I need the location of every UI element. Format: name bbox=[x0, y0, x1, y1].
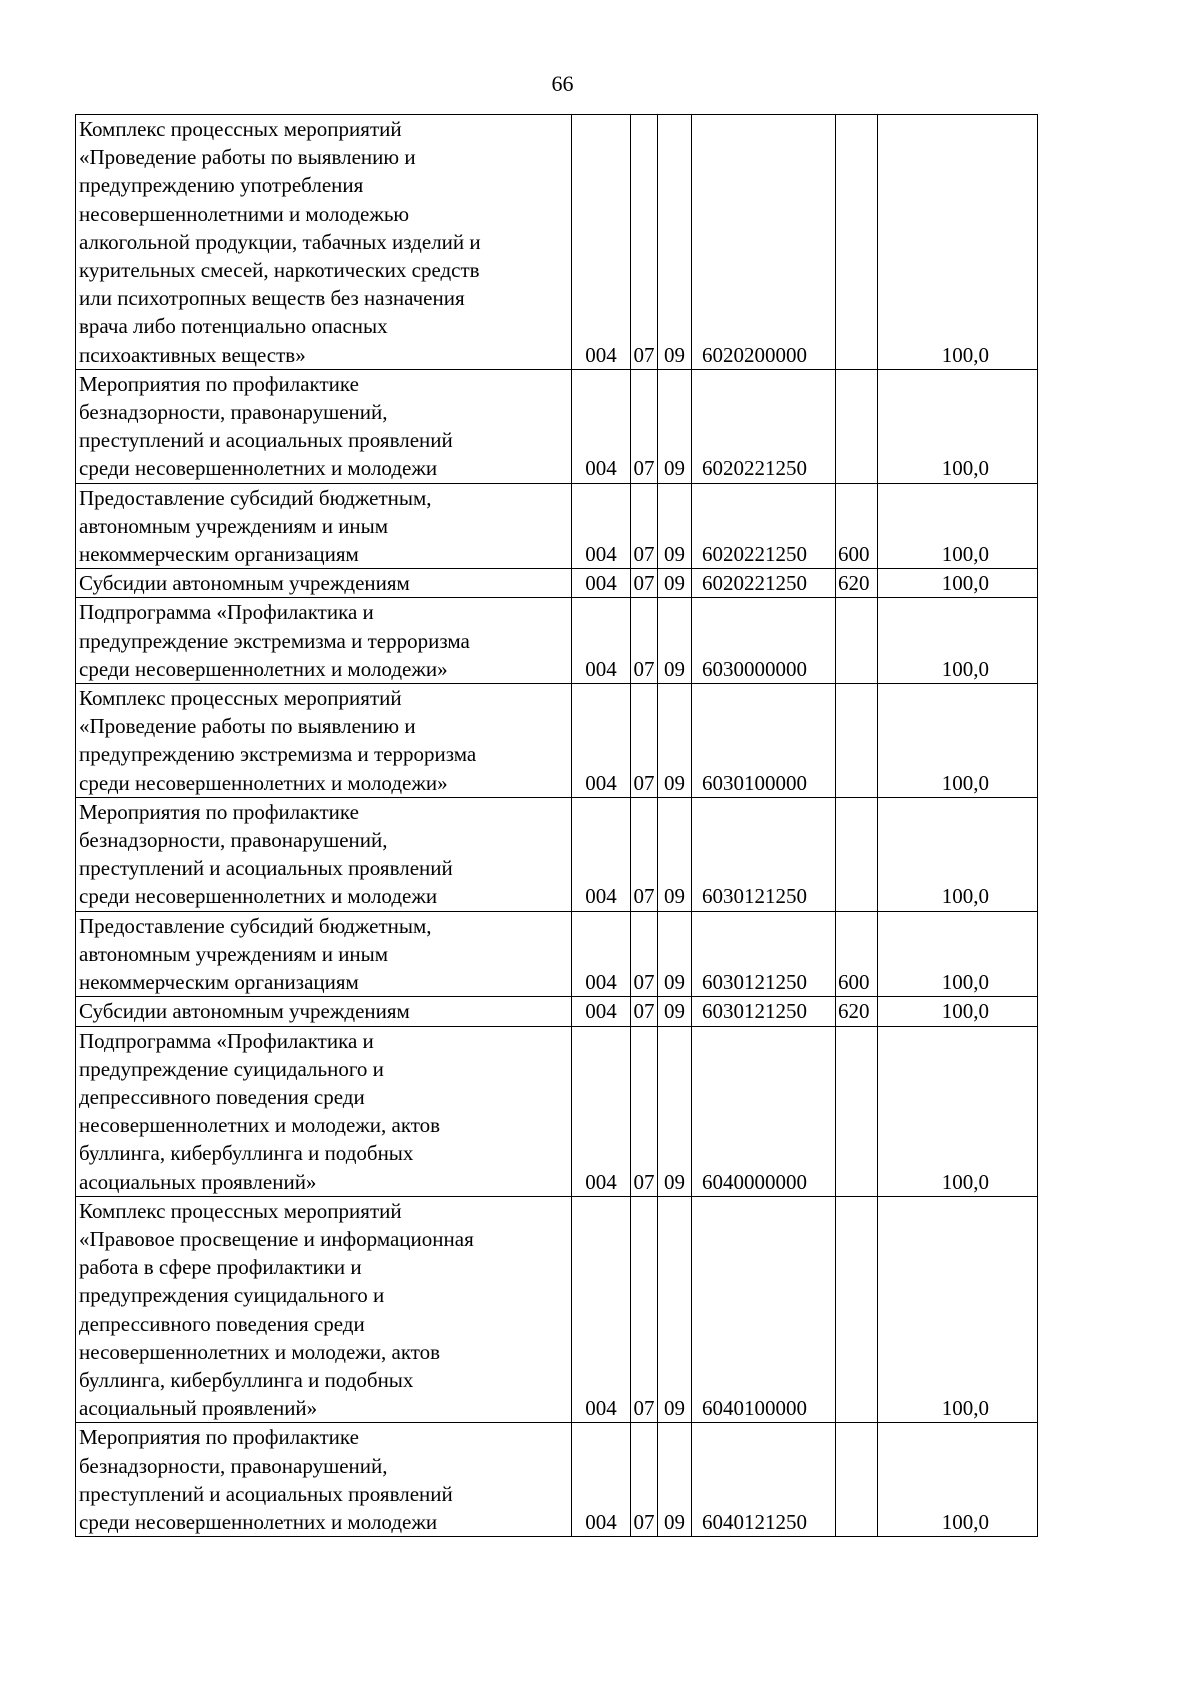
amount: 100,0 bbox=[878, 997, 1038, 1026]
row-name: Предоставление субсидий бюджетным, автономным учреждениям и иным некоммерческим организациям bbox=[76, 483, 572, 569]
row-name: Мероприятия по профилактике безнадзорности, правонарушений, преступлений и асоциальных проявлений среди несовершеннолетних и молодежи bbox=[76, 369, 572, 483]
expense-type-code bbox=[836, 1196, 878, 1423]
expense-type-code: 600 bbox=[836, 911, 878, 997]
target-item-code: 6020200000 bbox=[692, 115, 836, 370]
section-code: 07 bbox=[631, 1196, 658, 1423]
expense-type-code bbox=[836, 598, 878, 684]
subsection-code: 09 bbox=[658, 1196, 692, 1423]
expense-type-code bbox=[836, 684, 878, 798]
subsection-code: 09 bbox=[658, 483, 692, 569]
section-code: 07 bbox=[631, 598, 658, 684]
expense-type-code bbox=[836, 797, 878, 911]
amount: 100,0 bbox=[878, 1423, 1038, 1537]
row-name: Подпрограмма «Профилактика и предупреждение экстремизма и терроризма среди несовершеннолетних и молодежи» bbox=[76, 598, 572, 684]
target-item-code: 6030000000 bbox=[692, 598, 836, 684]
subsection-code: 09 bbox=[658, 911, 692, 997]
department-code: 004 bbox=[572, 797, 631, 911]
subsection-code: 09 bbox=[658, 997, 692, 1026]
table-row bbox=[76, 598, 1038, 684]
amount: 100,0 bbox=[878, 1026, 1038, 1196]
amount: 100,0 bbox=[878, 1196, 1038, 1423]
row-name: Подпрограмма «Профилактика и предупреждение суицидального и депрессивного поведения среди несовершеннолетних и молодежи, актов буллинга, кибербуллинга и подобных асоциальных проявлений» bbox=[76, 1026, 572, 1196]
section-code: 07 bbox=[631, 797, 658, 911]
department-code: 004 bbox=[572, 569, 631, 598]
department-code: 004 bbox=[572, 598, 631, 684]
page-number: 66 bbox=[551, 71, 574, 96]
department-code: 004 bbox=[572, 1423, 631, 1537]
subsection-code: 09 bbox=[658, 598, 692, 684]
section-code: 07 bbox=[631, 684, 658, 798]
target-item-code: 6030100000 bbox=[692, 684, 836, 798]
table-row bbox=[76, 684, 1038, 798]
subsection-code: 09 bbox=[658, 569, 692, 598]
table-row bbox=[76, 1423, 1038, 1537]
amount: 100,0 bbox=[878, 483, 1038, 569]
table-body bbox=[76, 115, 1038, 1537]
subsection-code: 09 bbox=[658, 115, 692, 370]
target-item-code: 6040100000 bbox=[692, 1196, 836, 1423]
section-code: 07 bbox=[631, 569, 658, 598]
expense-type-code bbox=[836, 369, 878, 483]
amount: 100,0 bbox=[878, 369, 1038, 483]
expense-type-code: 620 bbox=[836, 569, 878, 598]
section-code: 07 bbox=[631, 483, 658, 569]
section-code: 07 bbox=[631, 911, 658, 997]
amount: 100,0 bbox=[878, 797, 1038, 911]
amount: 100,0 bbox=[878, 598, 1038, 684]
amount: 100,0 bbox=[878, 684, 1038, 798]
row-name: Мероприятия по профилактике безнадзорности, правонарушений, преступлений и асоциальных проявлений среди несовершеннолетних и молодежи bbox=[76, 797, 572, 911]
subsection-code: 09 bbox=[658, 1026, 692, 1196]
section-code: 07 bbox=[631, 1423, 658, 1537]
amount: 100,0 bbox=[878, 115, 1038, 370]
section-code: 07 bbox=[631, 1026, 658, 1196]
subsection-code: 09 bbox=[658, 369, 692, 483]
row-name: Предоставление субсидий бюджетным, автономным учреждениям и иным некоммерческим организациям bbox=[76, 911, 572, 997]
department-code: 004 bbox=[572, 997, 631, 1026]
table-row bbox=[76, 115, 1038, 370]
table-row bbox=[76, 569, 1038, 598]
row-name: Субсидии автономным учреждениям bbox=[76, 997, 572, 1026]
table-row bbox=[76, 1026, 1038, 1196]
expense-type-code bbox=[836, 115, 878, 370]
department-code: 004 bbox=[572, 911, 631, 997]
target-item-code: 6030121250 bbox=[692, 911, 836, 997]
expense-type-code: 600 bbox=[836, 483, 878, 569]
target-item-code: 6040000000 bbox=[692, 1026, 836, 1196]
row-name: Комплекс процессных мероприятий «Проведение работы по выявлению и предупреждению употребления несовершеннолетними и молодежью алкогольной продукции, табачных изделий и курительных смесей, наркотических средств или психотропных веществ без назначения врача либо потенциально опасных психоактивных веществ» bbox=[76, 115, 572, 370]
department-code: 004 bbox=[572, 369, 631, 483]
row-name: Мероприятия по профилактике безнадзорности, правонарушений, преступлений и асоциальных проявлений среди несовершеннолетних и молодежи bbox=[76, 1423, 572, 1537]
subsection-code: 09 bbox=[658, 684, 692, 798]
amount: 100,0 bbox=[878, 569, 1038, 598]
target-item-code: 6020221250 bbox=[692, 369, 836, 483]
table-row bbox=[76, 369, 1038, 483]
target-item-code: 6030121250 bbox=[692, 997, 836, 1026]
table-row bbox=[76, 797, 1038, 911]
amount: 100,0 bbox=[878, 911, 1038, 997]
target-item-code: 6040121250 bbox=[692, 1423, 836, 1537]
table-row bbox=[76, 483, 1038, 569]
row-name: Комплекс процессных мероприятий «Проведение работы по выявлению и предупреждению экстремизма и терроризма среди несовершеннолетних и молодежи» bbox=[76, 684, 572, 798]
expense-type-code: 620 bbox=[836, 997, 878, 1026]
target-item-code: 6020221250 bbox=[692, 569, 836, 598]
department-code: 004 bbox=[572, 483, 631, 569]
department-code: 004 bbox=[572, 115, 631, 370]
budget-table bbox=[75, 114, 1038, 1537]
table-row bbox=[76, 911, 1038, 997]
expense-type-code bbox=[836, 1026, 878, 1196]
department-code: 004 bbox=[572, 1026, 631, 1196]
section-code: 07 bbox=[631, 369, 658, 483]
department-code: 004 bbox=[572, 684, 631, 798]
row-name: Комплекс процессных мероприятий «Правовое просвещение и информационная работа в сфере профилактики и предупреждения суицидального и депрессивного поведения среди несовершеннолетних и молодежи, актов буллинга, кибербуллинга и подобных асоциальный проявлений» bbox=[76, 1196, 572, 1423]
table-row bbox=[76, 997, 1038, 1026]
subsection-code: 09 bbox=[658, 797, 692, 911]
expense-type-code bbox=[836, 1423, 878, 1537]
section-code: 07 bbox=[631, 997, 658, 1026]
section-code: 07 bbox=[631, 115, 658, 370]
subsection-code: 09 bbox=[658, 1423, 692, 1537]
target-item-code: 6020221250 bbox=[692, 483, 836, 569]
row-name: Субсидии автономным учреждениям bbox=[76, 569, 572, 598]
target-item-code: 6030121250 bbox=[692, 797, 836, 911]
table-row bbox=[76, 1196, 1038, 1423]
department-code: 004 bbox=[572, 1196, 631, 1423]
